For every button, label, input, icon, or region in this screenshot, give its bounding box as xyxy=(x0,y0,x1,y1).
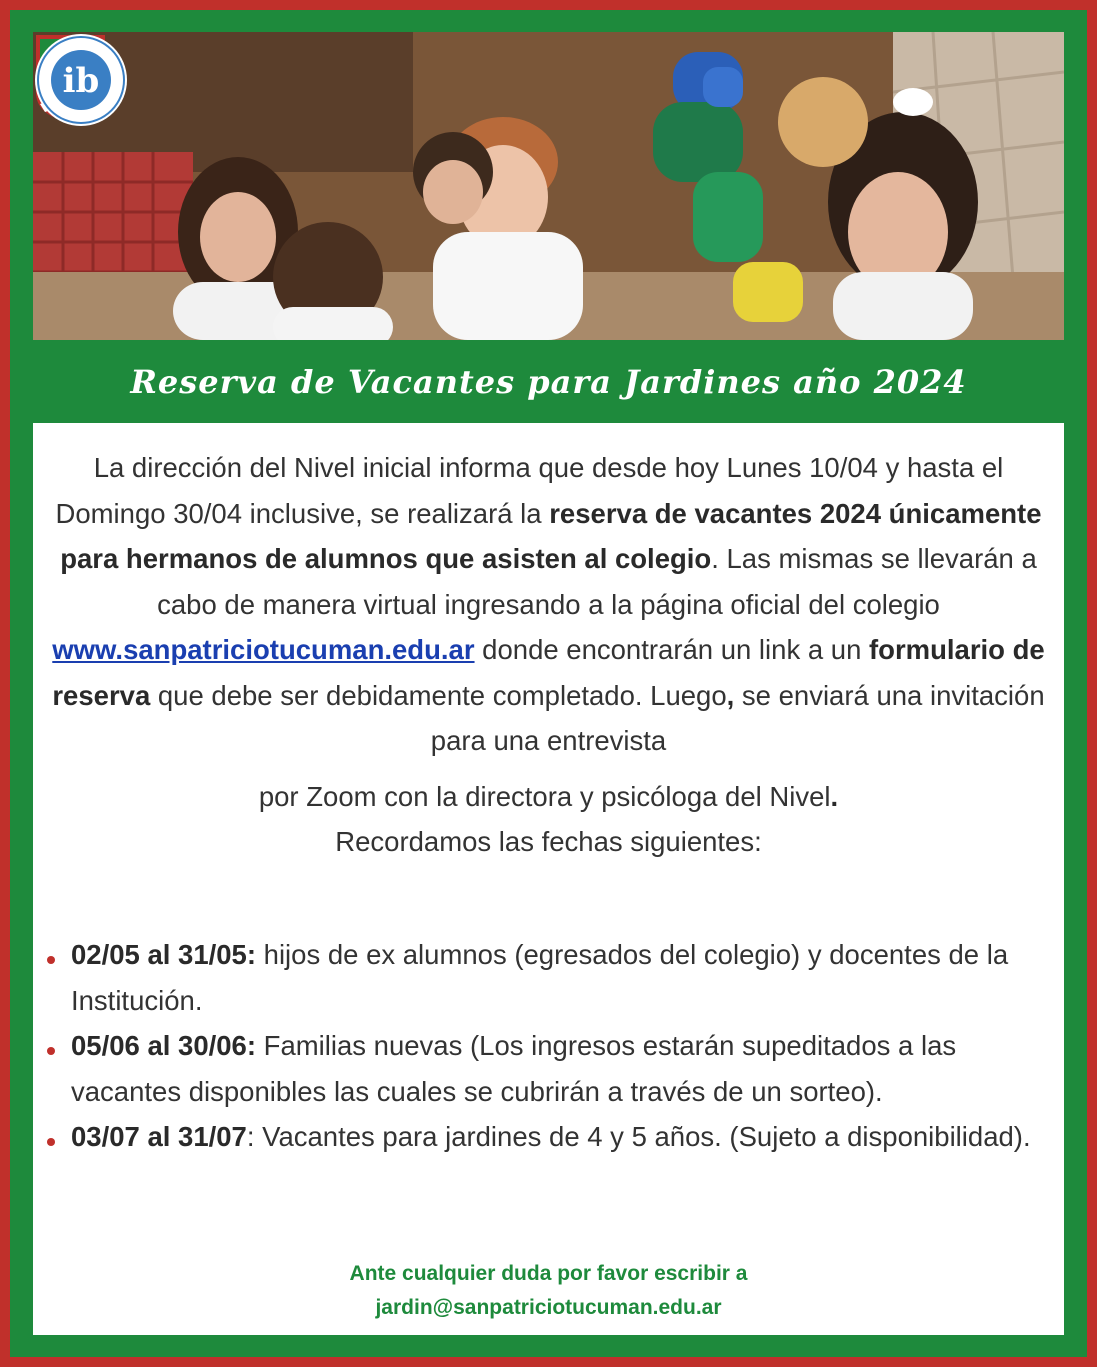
bullet-dot xyxy=(47,1047,55,1055)
intro-bold-2: formulario de reserva xyxy=(52,634,1045,711)
intro-text-6: por Zoom con la directora y psicóloga del Nivel xyxy=(258,780,831,812)
intro-text-5: se enviará una invitación para una entrevista xyxy=(430,679,1045,756)
date-range: 02/05 al 31/05: xyxy=(71,939,257,970)
bullet-dot xyxy=(47,956,55,964)
intro-text-1: La dirección del Nivel inicial informa que desde hoy Lunes 10/04 y hasta el Domingo 30/04 inclusive, se realizará la xyxy=(55,452,1004,529)
ib-world-school-logo xyxy=(33,32,129,128)
website-link[interactable]: www.sanpatriciotucuman.edu.ar xyxy=(52,634,475,665)
list-item xyxy=(43,1023,1043,1114)
page-title: Reserva de Vacantes para Jardines año 2024 xyxy=(130,362,967,401)
list-item xyxy=(43,932,1043,1023)
intro-text-2: . Las mismas se llevarán a cabo de manera virtual ingresando a la página oficial del colegio xyxy=(157,543,1037,620)
date-description: hijos de ex alumnos (egresados del colegio) y docentes de la Institución. xyxy=(71,939,1009,1016)
intro-bold-1: reserva de vacantes 2024 únicamente para hermanos de alumnos que asisten al colegio xyxy=(60,497,1042,574)
intro-text-4: que debe ser debidamente completado. Luego xyxy=(150,679,727,711)
intro-period: . xyxy=(830,780,839,812)
children-photo xyxy=(33,32,1064,340)
flyer xyxy=(33,32,1064,1335)
ib-logo-text: ib xyxy=(62,61,100,101)
zoom-line xyxy=(47,774,1050,820)
contact-footer xyxy=(33,1257,1064,1325)
contact-line: Ante cualquier duda por favor escribir a xyxy=(349,1262,748,1285)
list-item xyxy=(43,1114,1043,1160)
title-banner xyxy=(33,340,1064,423)
date-description: : Vacantes para jardines de 4 y 5 años. (Sujeto a disponibilidad). xyxy=(246,1121,1031,1152)
recordamos-line: Recordamos las fechas siguientes: xyxy=(335,826,762,857)
bullet-dot xyxy=(47,1138,55,1146)
contact-email[interactable]: jardin@sanpatriciotucuman.edu.ar xyxy=(375,1296,722,1319)
photo-illustration xyxy=(33,32,1064,340)
intro-text-3: donde encontrarán un link a un xyxy=(474,634,869,665)
intro-comma: , xyxy=(726,679,735,711)
intro-paragraph xyxy=(47,445,1050,865)
date-range: 05/06 al 30/06: xyxy=(71,1030,257,1061)
date-description: Familias nuevas (Los ingresos estarán supeditados a las vacantes disponibles las cuales se cubrirán a través de un sorteo). xyxy=(71,1030,957,1107)
dates-list xyxy=(43,932,1043,1160)
date-range: 03/07 al 31/07 xyxy=(71,1121,247,1152)
